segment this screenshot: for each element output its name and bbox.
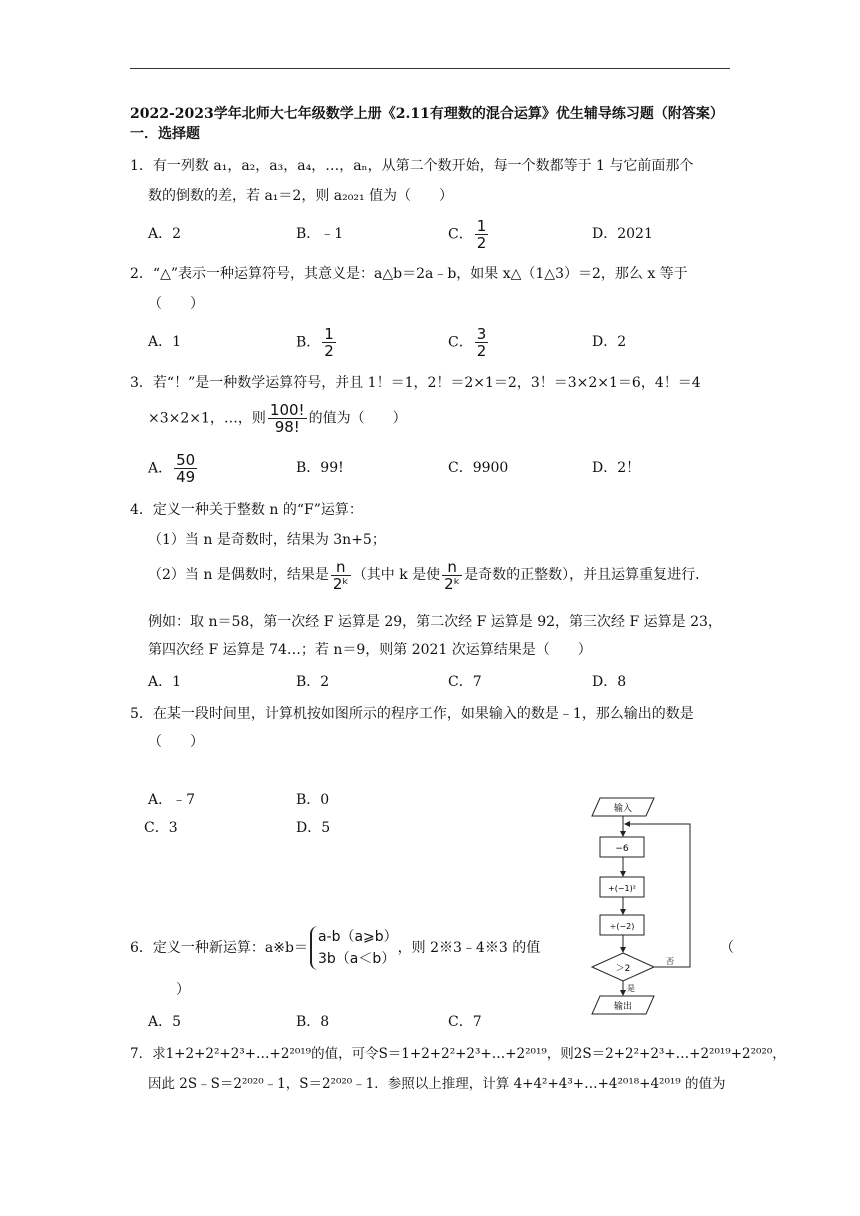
q3-option-c: C．9900: [448, 460, 509, 476]
q5-option-a: A．﹣7: [148, 792, 196, 808]
fraction-denominator: 2: [476, 234, 487, 252]
q6-paren-close: ）: [176, 982, 190, 998]
q3-option-d: D．2！: [592, 460, 641, 476]
fraction-denominator: 98!: [274, 418, 300, 436]
q1-option-a: A．2: [148, 226, 182, 242]
q1-option-c-prefix: C．: [448, 226, 473, 243]
fraction-denominator: 2: [324, 342, 334, 360]
q3-line2-prefix: ×3×2×1，…，则: [148, 410, 266, 427]
flow-condition-label: ＞2: [615, 964, 631, 974]
q6-case-2: 3b（a＜b）: [317, 951, 396, 967]
q2-stem-line2: （ ）: [148, 296, 204, 312]
header-rule: [130, 68, 730, 69]
q6-option-b: B．8: [296, 1014, 330, 1030]
q4-stem-line1: 4．定义一种关于整数 n 的“F”运算：: [130, 502, 363, 518]
q4-example-line2: 第四次经 F 运算是 74…；若 n＝9，则第 2021 次运算结果是（ ）: [148, 642, 592, 658]
q6-piecewise-brace: [310, 926, 398, 970]
q4-fraction-n-over-2k-repeat: [442, 559, 462, 592]
q6-prefix: 6．定义一种新运算：a※b＝: [130, 940, 308, 956]
q2-stem-line1: 2．“△”表示一种运算符号，其意义是：a△b＝2a﹣b，如果 x△（1△3）＝2，那么 x 等于: [130, 266, 688, 282]
q4-case-even-mid: （其中 k 是使: [352, 567, 441, 583]
q5-stem-line2: （ ）: [148, 734, 204, 750]
q4-option-a: A．1: [148, 674, 182, 690]
flow-input-label: 输入: [613, 804, 633, 814]
q2-option-a: A．1: [148, 334, 182, 350]
q3-factorial-fraction: [268, 402, 307, 435]
q3-option-a-fraction: [174, 452, 197, 485]
q6-option-c: C．7: [448, 1014, 482, 1030]
q3-stem-line2: [148, 402, 407, 435]
q1-option-d: D．2021: [592, 226, 653, 242]
fraction-numerator: 3: [476, 325, 487, 343]
q6-suffix: ，则 2※3﹣4※3 的值: [397, 940, 541, 956]
q2-option-d: D．2: [592, 334, 627, 350]
q3-option-a: [148, 452, 199, 485]
q5-option-b: B．0: [296, 792, 330, 808]
fraction-numerator: 50: [176, 451, 196, 469]
q5-stem-line1: 5．在某一段时间里，计算机按如图所示的程序工作，如果输入的数是﹣1，那么输出的数是: [130, 706, 694, 722]
q4-option-c: C．7: [448, 674, 482, 690]
fraction-denominator: 2ᵏ: [332, 574, 349, 593]
q4-fraction-n-over-2k: [331, 559, 351, 592]
q7-stem-line2: 因此 2S﹣S＝2²⁰²⁰﹣1，S＝2²⁰²⁰﹣1．参照以上推理，计算 4+4²+4³+…+4²⁰¹⁸+4²⁰¹⁹ 的值为: [148, 1076, 726, 1092]
q3-stem-line1: 3．若“！”是一种数学运算符号，并且 1！＝1，2！＝2×1＝2，3！＝3×2×1＝6，4！＝4: [130, 375, 701, 391]
fraction-numerator: 1: [476, 217, 487, 235]
q3-option-a-prefix: A．: [148, 460, 173, 477]
document-title: 2022-2023学年北师大七年级数学上册《2.11有理数的混合运算》优生辅导练习题（附答案）: [130, 106, 724, 122]
q4-case-even-prefix: （2）当 n 是偶数时，结果是: [148, 567, 329, 583]
q4-example-line1: 例如：取 n＝58，第一次经 F 运算是 29，第二次经 F 运算是 92，第三次经 F 运算是 23，: [148, 614, 722, 630]
q2-option-c: [448, 326, 490, 359]
q2-option-b-fraction: [322, 326, 336, 359]
q4-option-d: D．8: [592, 674, 627, 690]
fraction-numerator: n: [442, 559, 462, 576]
q5-option-d: D．5: [296, 820, 331, 836]
q1-stem-line2: 数的倒数的差，若 a₁＝2，则 a₂₀₂₁ 值为（ ）: [148, 188, 454, 204]
fraction-denominator: 2: [476, 342, 487, 360]
section-heading: 一．选择题: [130, 126, 200, 142]
flow-step-add-label: +(−1)²: [608, 884, 636, 893]
flow-step-subtract-label: −6: [615, 844, 629, 854]
q4-option-b: B．2: [296, 674, 330, 690]
q4-case-even: [148, 558, 709, 592]
q6-paren-open: （: [720, 940, 734, 956]
q6-option-a: A．5: [148, 1014, 182, 1030]
q3-option-b: B．99!: [296, 460, 344, 476]
q2-option-b-prefix: B．: [296, 334, 321, 351]
flow-output-label: 输出: [613, 1002, 633, 1012]
q1-option-c: [448, 218, 490, 251]
q1-option-b: B．﹣1: [296, 226, 344, 242]
q4-case-even-suffix: 是奇数的正整数），并且运算重复进行．: [464, 567, 710, 583]
program-flowchart: [588, 792, 704, 1022]
q7-stem-line1: 7．求1+2+2²+2³+…+2²⁰¹⁹的值，可令S＝1+2+2²+2³+…+2²⁰¹⁹，则2S＝2+2²+2³+…+2²⁰¹⁹+2²⁰²⁰，: [130, 1046, 786, 1062]
q1-option-c-fraction: [475, 218, 489, 251]
fraction-numerator: 100!: [269, 401, 305, 419]
q2-option-c-fraction: [475, 326, 489, 359]
q2-option-c-prefix: C．: [448, 334, 473, 351]
fraction-denominator: 2ᵏ: [444, 574, 461, 593]
q3-line2-suffix: 的值为（ ）: [308, 410, 407, 427]
flow-step-divide-label: ÷(−2): [609, 922, 635, 931]
flow-no-label: 否: [666, 957, 674, 966]
flow-yes-label: 是: [627, 984, 635, 993]
q5-option-c: C．3: [144, 820, 178, 836]
q6-stem-line1: [130, 924, 540, 972]
fraction-numerator: n: [331, 559, 351, 576]
q6-case-1: a-b（a⩾b）: [317, 929, 398, 945]
q2-option-b: [296, 326, 338, 359]
fraction-denominator: 49: [176, 468, 196, 486]
q1-stem-line1: 1．有一列数 a₁，a₂，a₃，a₄，…，aₙ，从第二个数开始，每一个数都等于 1 与它前面那个: [130, 158, 694, 174]
q4-case-odd: （1）当 n 是奇数时，结果为 3n+5；: [148, 532, 386, 548]
fraction-numerator: 1: [324, 325, 334, 343]
